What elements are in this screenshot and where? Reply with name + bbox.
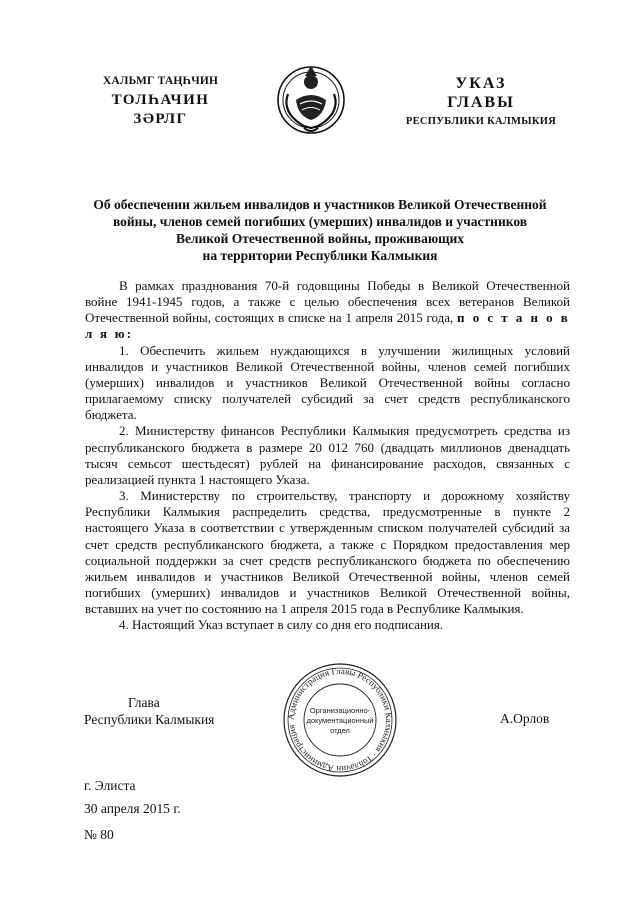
stamp-inner-line: Организационно-: [309, 706, 371, 715]
item-paragraph: 3. Министерству по строительству, транспорту и дорожному хозяйству Республики Калмыкия распределить средства, предусмотренные в пункте 2 настоящего Указа в соответствии с утвержденным списком получателей субсидий за счет средств республиканского бюджета, а также с Порядком предоставления мер социальной поддержки за счет средств республиканского бюджета по обеспечению жильем инвалидов и участников Великой Отечественной войны, членов семей погибших (умерших) инвалидов и участников Великой Отечественной войны, вставших на учет по состоянию на 1 апреля 2015 года в Республике Калмыкия.: [85, 488, 570, 617]
coat-of-arms-emblem: [276, 60, 346, 140]
header-left-kalmyk: [88, 72, 233, 129]
item-paragraph: 4. Настоящий Указ вступает в силу со дня его подписания.: [119, 617, 444, 633]
header-right-line2: ГЛАВЫ: [447, 94, 515, 111]
signatory-name: А.Орлов: [500, 711, 550, 726]
stamp-inner-line: отдел: [330, 726, 350, 735]
signatory-title-line1: Глава: [128, 695, 160, 710]
item-paragraph: 1. Обеспечить жильем нуждающихся в улучшении жилищных условий инвалидов и участников Великой Отечественной войны, членов семей погибших (умерших) инвалидов и участников Великой Отечественной войны согласно прилагаемому списку получателей субсидий за счет средств республиканского бюджета.: [85, 342, 570, 423]
signatory-title: [84, 694, 234, 728]
header-right-line3: РЕСПУБЛИКИ КАЛМЫКИЯ: [405, 116, 557, 127]
header-left-line3: ЗӘРЛГ: [133, 111, 188, 127]
title-line: Об обеспечении жильем инвалидов и участников Великой Отечественной: [93, 197, 547, 212]
decree-word: п о с т а н о в л я ю:: [85, 310, 570, 342]
header-left-line2: ТОЛҺАЧИН: [111, 92, 210, 108]
item-paragraph: 2. Министерству финансов Республики Калмыкия предусмотреть средства из республиканского бюджета в размере 20 012 760 (двадцать миллионов двенадцать тысяч семьсот шестьдесят) рублей на финансирование расходов, связанных с реализацией пункта 1 настоящего Указа.: [85, 423, 570, 487]
stamp-inner-line: документационный: [306, 716, 374, 725]
signatory-title-line2: Республики Калмыкия: [84, 712, 215, 727]
header-right-line1: УКАЗ: [455, 75, 507, 92]
intro-paragraph: [85, 278, 570, 343]
header-left-line1: ХАЛЬМГ ТАҢҺЧИН: [102, 75, 219, 87]
date: 30 апреля 2015 г.: [84, 801, 181, 816]
header-right-russian: [402, 74, 560, 131]
document-body: [85, 278, 570, 633]
city: г. Элиста: [84, 778, 136, 793]
official-stamp: [280, 660, 400, 780]
title-line: на территории Республики Калмыкия: [202, 248, 438, 263]
intro-text: В рамках празднования 70-й годовщины Победы в Великой Отечественной войне 1941-1945 годов, а также с целью обеспечения всех ветеранов Великой Отечественной войны, состоящих в списке на 1 апреля 2015 года,: [85, 278, 570, 326]
stamp-outer-text: Администрация Главы Республики Калмыкия · Тоһлачин Администрация: [285, 665, 395, 775]
title-line: войны, членов семей погибших (умерших) инвалидов и участников: [112, 214, 528, 229]
decree-number: № 80: [84, 827, 114, 842]
title-line: Великой Отечественной войны, проживающих: [175, 231, 465, 246]
document-title: [70, 196, 570, 264]
